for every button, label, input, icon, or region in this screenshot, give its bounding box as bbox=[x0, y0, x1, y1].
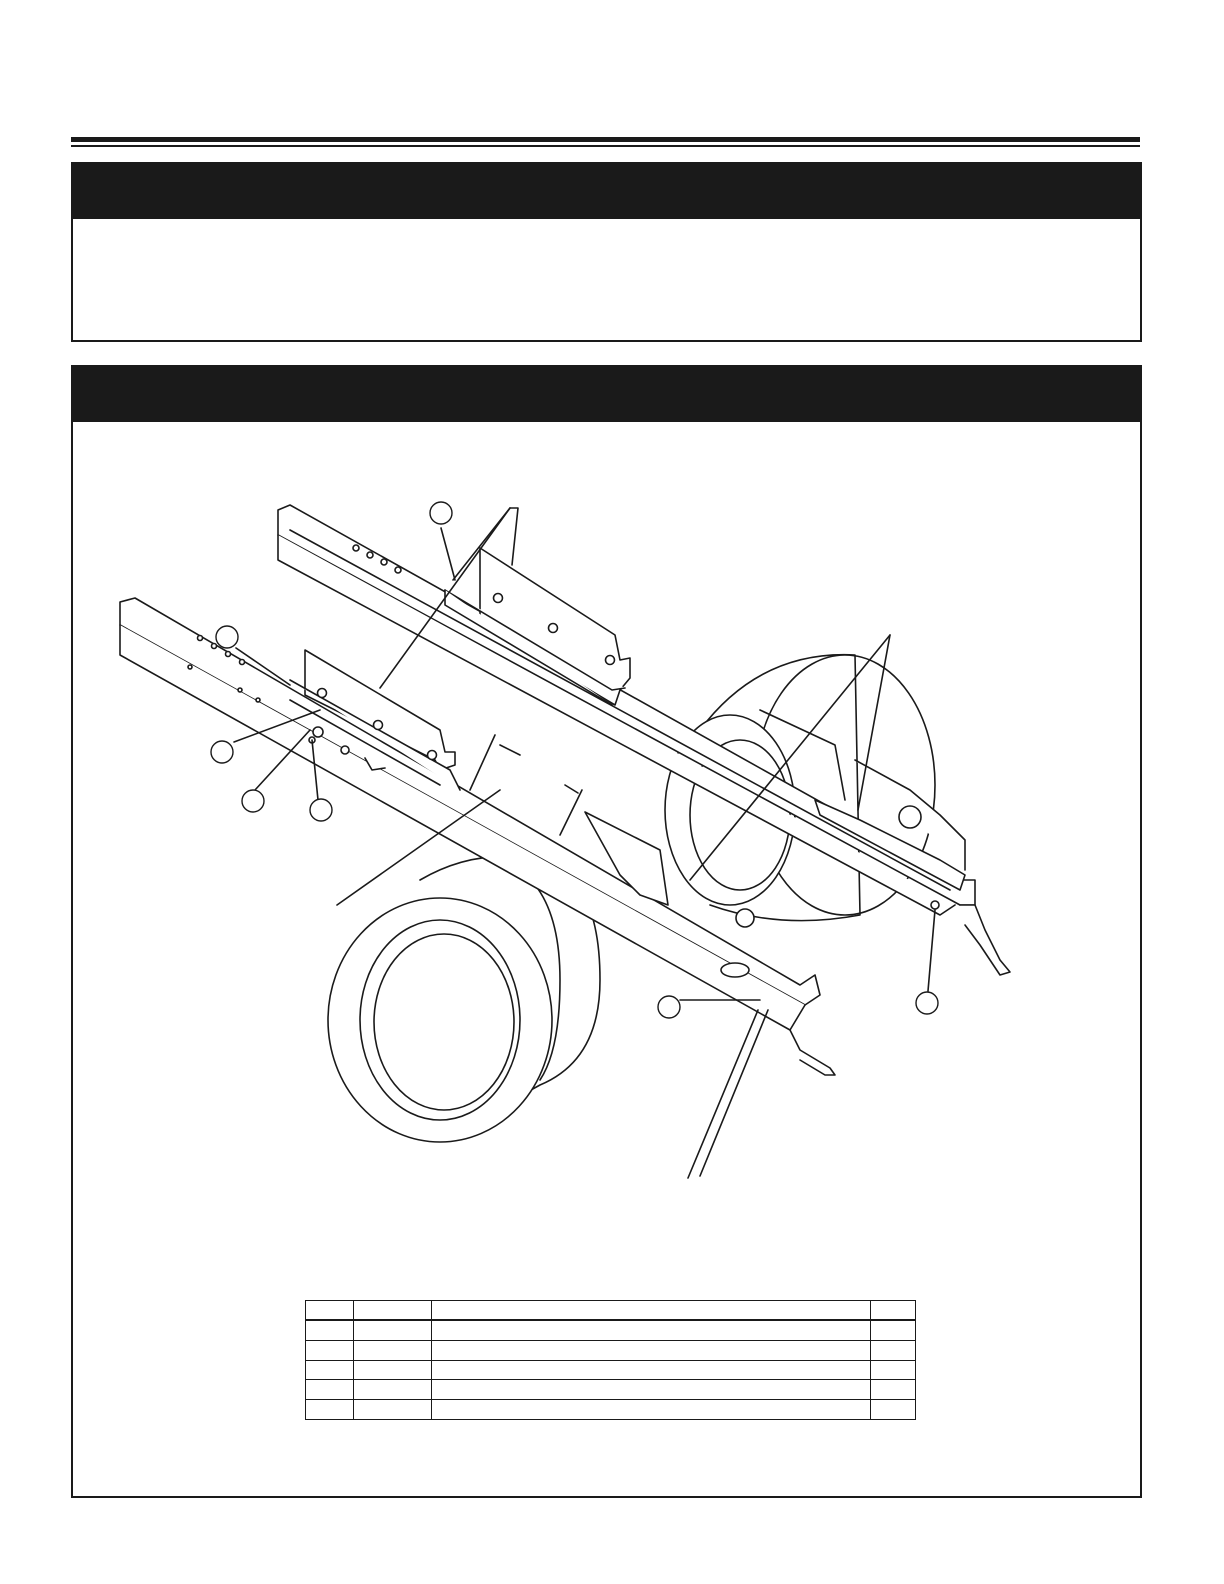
cell bbox=[431, 1380, 870, 1400]
cell bbox=[871, 1380, 916, 1400]
cell bbox=[353, 1400, 431, 1420]
cell bbox=[431, 1400, 870, 1420]
callout-1 bbox=[430, 502, 452, 524]
table-row bbox=[306, 1340, 916, 1360]
cell bbox=[871, 1340, 916, 1360]
parts-list-table bbox=[305, 1300, 916, 1420]
callout-7 bbox=[916, 992, 938, 1014]
cell bbox=[353, 1340, 431, 1360]
cell bbox=[871, 1320, 916, 1340]
callout-2 bbox=[216, 626, 238, 648]
header-ref bbox=[306, 1301, 354, 1321]
cell bbox=[353, 1320, 431, 1340]
callout-5 bbox=[310, 799, 332, 821]
table-row bbox=[306, 1380, 916, 1400]
cell bbox=[431, 1320, 870, 1340]
cell bbox=[871, 1400, 916, 1420]
cell bbox=[353, 1380, 431, 1400]
table-row bbox=[306, 1400, 916, 1420]
cell bbox=[431, 1340, 870, 1360]
cell bbox=[306, 1340, 354, 1360]
header-qty bbox=[871, 1301, 916, 1321]
cell bbox=[871, 1360, 916, 1380]
header-description bbox=[431, 1301, 870, 1321]
table-row bbox=[306, 1320, 916, 1340]
callout-3 bbox=[211, 741, 233, 763]
table-row bbox=[306, 1360, 916, 1380]
cell bbox=[306, 1400, 354, 1420]
header-part-number bbox=[353, 1301, 431, 1321]
callout-4 bbox=[242, 790, 264, 812]
parts-table-header-row bbox=[306, 1301, 916, 1321]
cell bbox=[353, 1360, 431, 1380]
cell bbox=[431, 1360, 870, 1380]
callout-6 bbox=[658, 996, 680, 1018]
cell bbox=[306, 1360, 354, 1380]
cell bbox=[306, 1380, 354, 1400]
cell bbox=[306, 1320, 354, 1340]
